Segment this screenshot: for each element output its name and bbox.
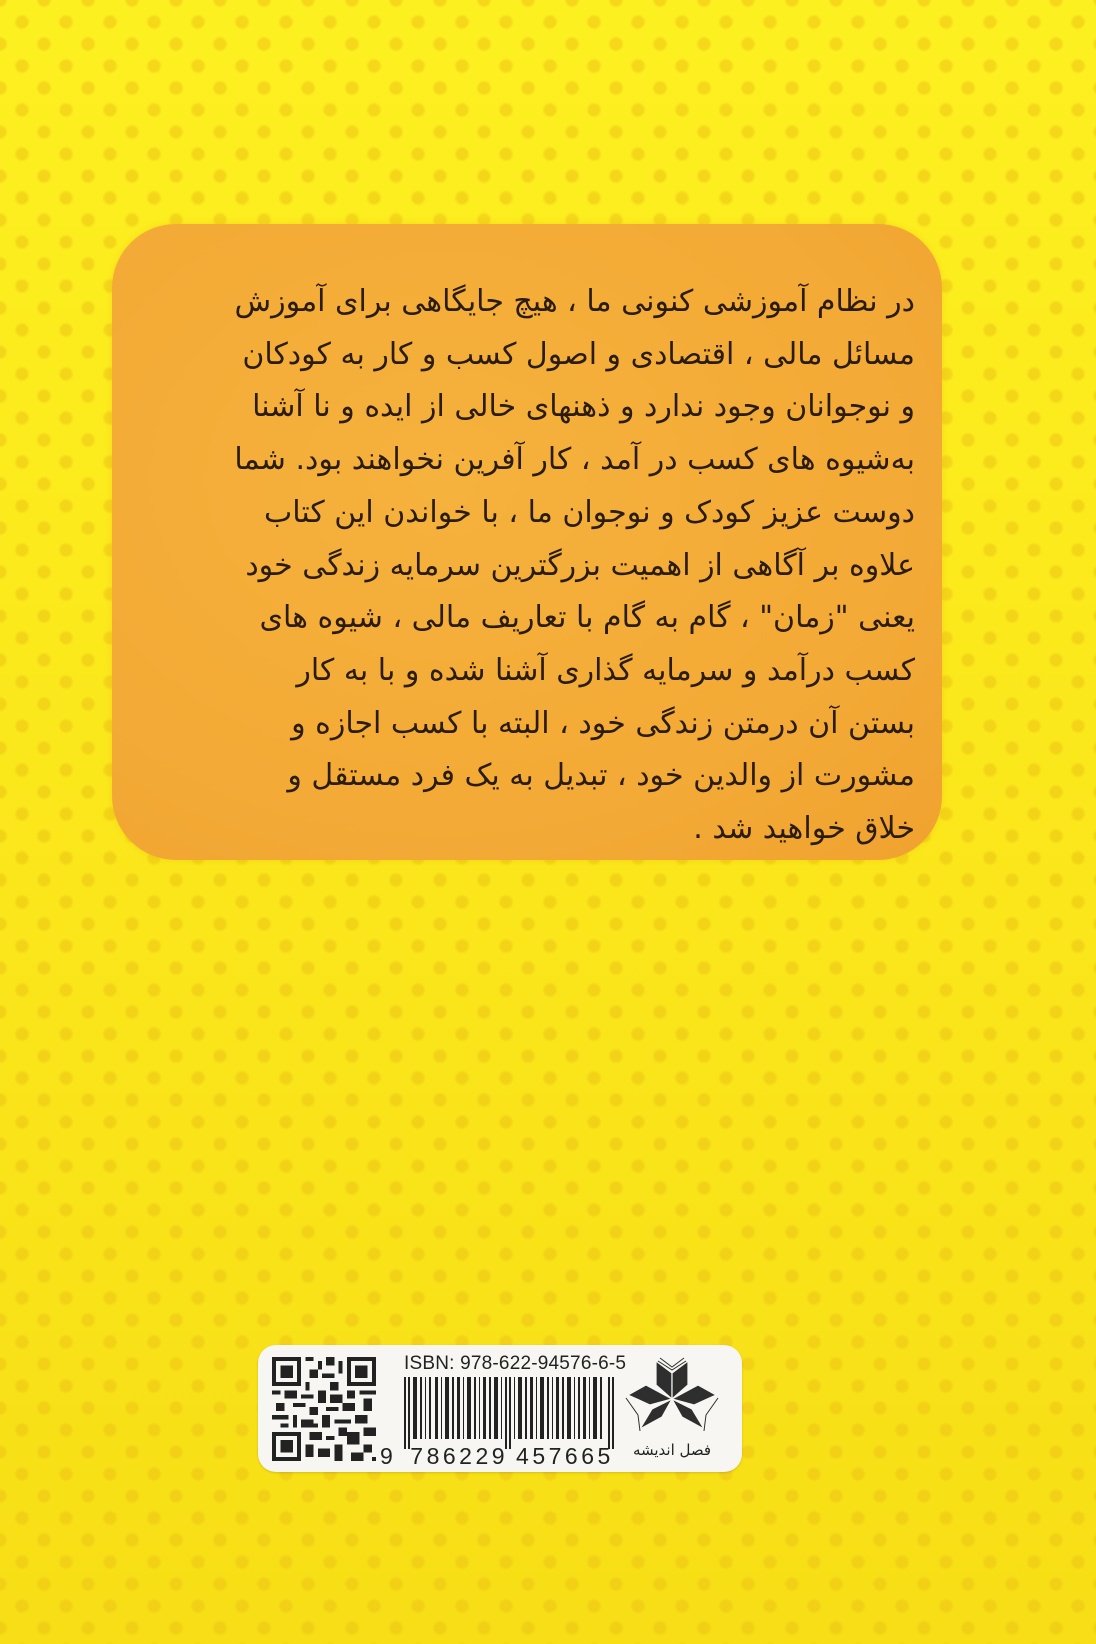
barcode-group-2: 457665	[516, 1443, 614, 1469]
blurb-line: خلاق خواهید شد .	[693, 811, 915, 847]
barcode-lead-digit: 9	[380, 1443, 397, 1469]
blurb-line: علاوه بر آگاهی از اهمیت بزرگترین سرمایه زندگی خود	[245, 547, 915, 583]
blurb-line: به‌شیوه های کسب در آمد ، کار آفرین نخواهند بود. شما	[234, 442, 915, 478]
blurb-line: یعنی "زمان" ، گام به گام با تعاریف مالی ، شیوه های	[259, 600, 915, 636]
publisher-name: فصل اندیشه	[632, 1441, 712, 1459]
blurb-line: کسب درآمد و سرمایه گذاری آشنا شده و با به کار	[296, 652, 915, 688]
blurb-line: در نظام آموزشی کنونی ما ، هیچ جایگاهی برای آموزش	[234, 284, 915, 319]
blurb-line: مشورت از والدین خود ، تبدیل به یک فرد مستقل و	[287, 758, 915, 794]
blurb-line: دوست عزیز کودک و نوجوان ما ، با خواندن این کتاب	[263, 494, 915, 530]
isbn-sticker	[258, 1345, 742, 1472]
barcode-digits	[380, 1443, 614, 1469]
open-books-star-logo-icon	[622, 1355, 722, 1443]
barcode-group-1: 786229	[410, 1443, 509, 1469]
blurb-line: بستن آن درمتن زندگی خود ، البته با کسب اجازه و	[291, 705, 915, 741]
blurb-line: مسائل مالی ، اقتصادی و اصول کسب و کار به کودکان	[242, 336, 915, 372]
barcode-icon	[404, 1377, 614, 1449]
blurb-text	[175, 276, 915, 856]
blurb-line: و نوجوانان وجود ندارد و ذهنهای خالی از ایده و نا آشنا	[252, 389, 915, 425]
isbn-label: ISBN: 978-622-94576-6-5	[404, 1353, 627, 1374]
qr-code-icon[interactable]	[272, 1357, 376, 1461]
